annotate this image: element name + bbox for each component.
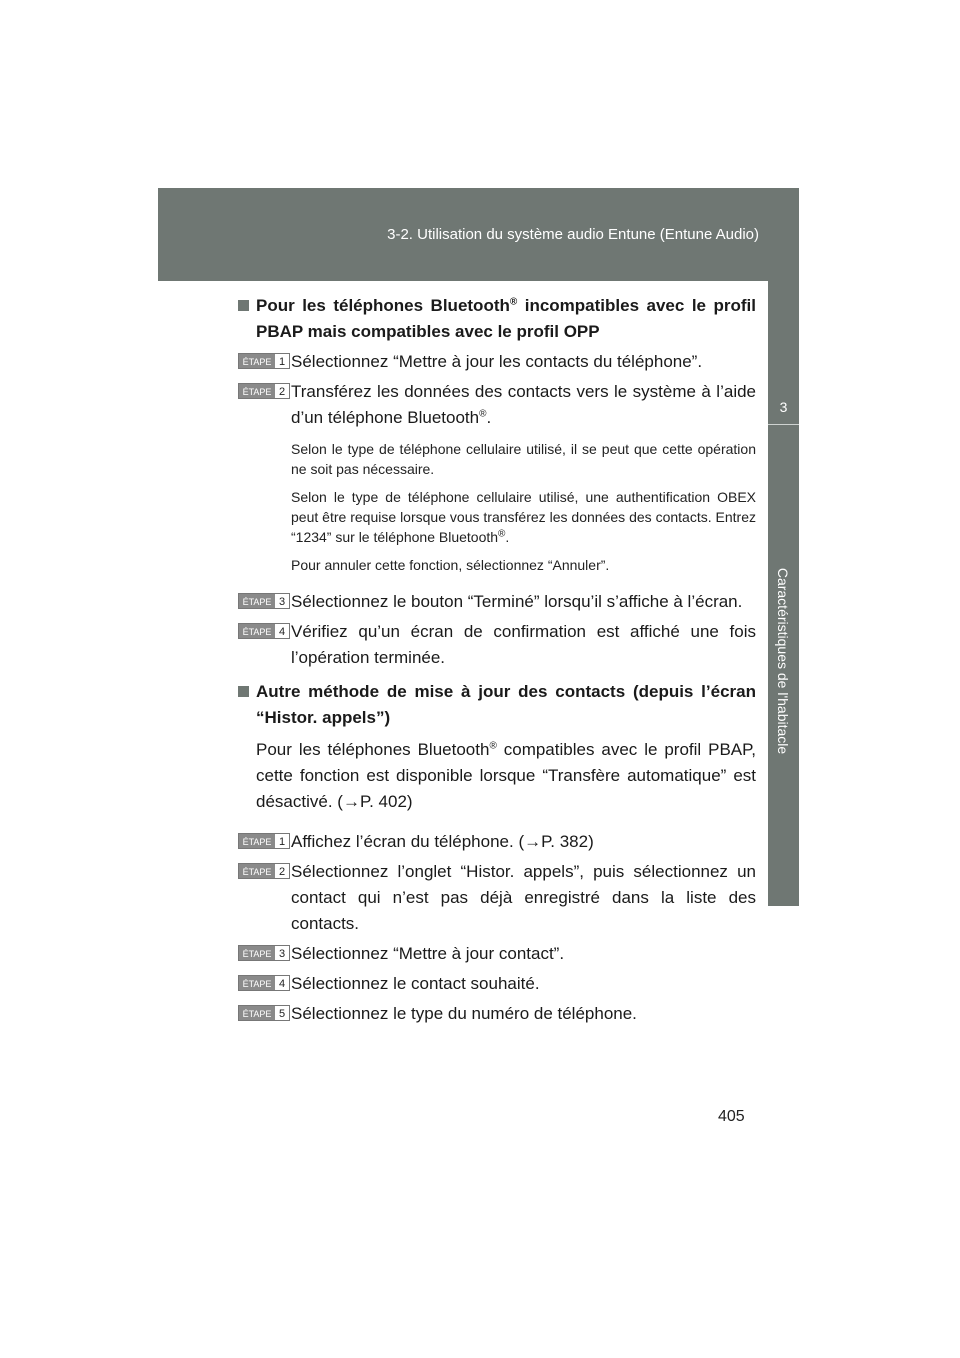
side-divider <box>768 424 799 425</box>
step-badge: ÉTAPE 2 <box>238 863 290 879</box>
section2-step-4: ÉTAPE 4 Sélectionnez le contact souhaité. <box>238 971 756 997</box>
step-badge: ÉTAPE 4 <box>238 623 290 639</box>
page-reference: →P. 402 <box>342 792 407 811</box>
note-3: Pour annuler cette fonction, sélectionnez “Annuler”. <box>291 557 610 573</box>
note-1: Selon le type de téléphone cellulaire utilisé, il se peut que cette opération ne soit pas nécessaire. <box>291 441 756 477</box>
section1-step-2: ÉTAPE 2 Transférez les données des contacts vers le système à l’aide d’un téléphone Bluetooth®. <box>238 379 756 431</box>
square-bullet-icon <box>238 300 249 311</box>
step-badge: ÉTAPE 1 <box>238 833 290 849</box>
section1-step-3: ÉTAPE 3 Sélectionnez le bouton “Terminé” lorsqu’il s’affiche à l’écran. <box>238 589 756 615</box>
page-content <box>238 293 756 1027</box>
chapter-label: Caractéristiques de l'habitacle <box>775 567 791 755</box>
page-number: 405 <box>718 1108 745 1125</box>
section2-step-5: ÉTAPE 5 Sélectionnez le type du numéro de téléphone. <box>238 1001 756 1027</box>
section2-step-2: ÉTAPE 2 Sélectionnez l’onglet “Histor. appels”, puis sélectionnez un contact qui n’est pas déjà enregistré dans la liste des contacts. <box>238 859 756 937</box>
step-badge: ÉTAPE 2 <box>238 383 290 399</box>
section1-heading: Pour les téléphones Bluetooth® incompatibles avec le profil PBAP mais compatibles avec le profil OPP <box>238 293 756 345</box>
square-bullet-icon <box>238 686 249 697</box>
section1-step-4: ÉTAPE 4 Vérifiez qu’un écran de confirmation est affiché une fois l’opération terminée. <box>238 619 756 671</box>
section1-step-1: ÉTAPE 1 Sélectionnez “Mettre à jour les contacts du téléphone”. <box>238 349 756 375</box>
step-badge: ÉTAPE 4 <box>238 975 290 991</box>
page-reference: →P. 382 <box>524 832 589 851</box>
section2-step-3: ÉTAPE 3 Sélectionnez “Mettre à jour contact”. <box>238 941 756 967</box>
chapter-number: 3 <box>779 399 788 415</box>
section-title: 3-2. Utilisation du système audio Entune (Entune Audio) <box>387 226 759 243</box>
note-2: Selon le type de téléphone cellulaire utilisé, une authentification OBEX peut être requise lorsque vous transférez les données des contacts. Entrez “1234” sur le téléphone Bluetooth®. <box>291 489 756 545</box>
chapter-side-tab <box>768 281 799 906</box>
section2-intro: Pour les téléphones Bluetooth® compatibles avec le profil PBAP, cette fonction est disponible lorsque “Transfère automatique” est désactivé. (→P. 402) <box>256 740 757 811</box>
step-badge: ÉTAPE 3 <box>238 593 290 609</box>
step-badge: ÉTAPE 3 <box>238 945 290 961</box>
section2-step-1: ÉTAPE 1 Affichez l’écran du téléphone. (→P. 382) <box>238 829 756 855</box>
step-badge: ÉTAPE 5 <box>238 1005 290 1021</box>
header-band <box>158 188 799 281</box>
section2-heading: Autre méthode de mise à jour des contacts (depuis l’écran “Histor. appels”) <box>238 679 756 731</box>
step-badge: ÉTAPE 1 <box>238 353 290 369</box>
